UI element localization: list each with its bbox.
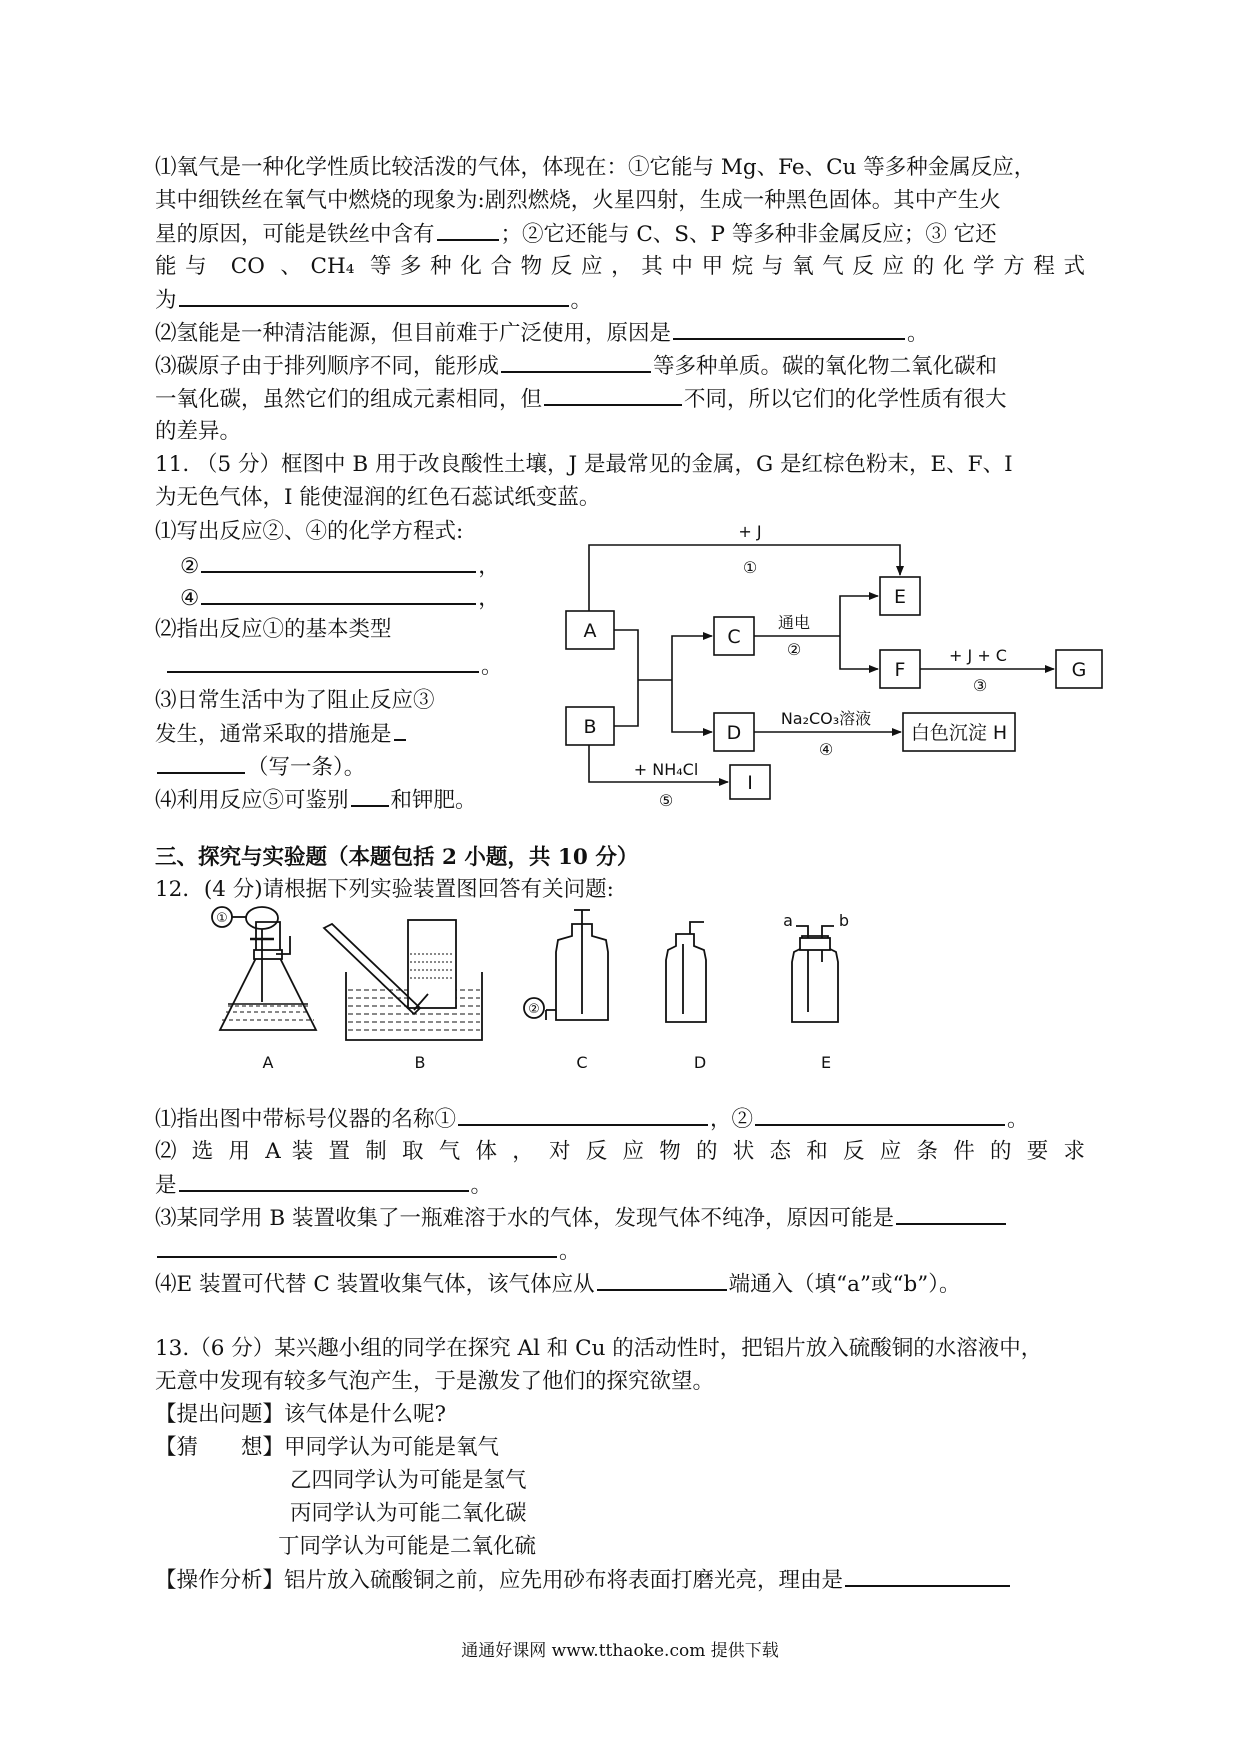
text: ， [478,586,500,611]
label-C: C [727,626,741,648]
label-tongdian: 通电 [777,613,811,632]
text: 不同，所以它们的化学性质有很大 [684,387,1007,412]
text: ⑷E 装置可代替 C 装置收集气体，该气体应从 [155,1272,595,1297]
label-fig-E: E [820,1053,832,1072]
answer-blank[interactable] [755,1104,1005,1126]
q11-s2: ⑵指出反应①的基本类型 [155,617,392,642]
label-A: A [583,620,597,642]
label-nh4cl: + NH₄Cl [633,760,699,779]
answer-blank[interactable] [458,1104,708,1126]
label-r3: ③ [972,676,988,695]
label-r4: ④ [818,740,834,759]
label-B: B [583,716,597,738]
text: 和钾肥。 [390,788,477,813]
label-tube-a: a [783,911,793,930]
page-footer: 通通好课网 www.tthaoke.com 提供下载 [461,1641,779,1661]
label-plus-j-c: + J + C [949,646,1007,665]
label-r1: ① [742,558,758,577]
label-E: E [893,586,907,608]
text: 。 [1007,1107,1029,1132]
label-fig-B: B [414,1053,426,1072]
answer-blank[interactable] [157,1236,557,1258]
label-fig-C: C [576,1053,588,1072]
label-na2co3: Na₂CO₃溶液 [780,709,872,728]
answer-blank[interactable] [597,1269,727,1291]
text: 。 [570,288,593,313]
q13-guess-2: 乙四同学认为可能是氢气 [290,1468,527,1493]
text: 。 [470,1173,493,1198]
q10-p3-line3: 的差异。 [155,419,242,444]
text: ⑶某同学用 B 装置收集了一瓶难溶于水的气体，发现气体不纯净，原因可能是 [155,1206,894,1231]
q12-s2-line2 [155,1170,492,1201]
apparatus-B [324,920,482,1040]
text: 为 [155,288,177,313]
q13-guess-3: 丙同学认为可能二氧化碳 [290,1501,527,1526]
text: 端通入（填“a”或“b”）。 [728,1272,961,1297]
label-n1: ① [216,911,228,926]
label-F: F [894,659,906,681]
text: ⑶碳原子由于排列顺序不同，能形成 [155,354,500,379]
label-G: G [1071,659,1087,681]
text: 。 [559,1239,581,1264]
text: 一氧化碳，虽然它们的组成元素相同，但 [155,387,543,412]
label-tube-b: b [838,911,850,930]
answer-blank[interactable] [896,1203,1006,1225]
answer-blank[interactable] [179,1170,469,1192]
label-n2: ② [528,1002,540,1017]
q13-operation [155,1565,1012,1596]
text: 【猜 想】 [155,1435,285,1460]
q13-line1: 13.（6 分）某兴趣小组的同学在探究 Al 和 Cu 的活动性时，把铝片放入硫酸铜的水溶液中， [155,1336,1043,1361]
q10-p1-line1: ⑴氧气是一种化学性质比较活泼的气体，体现在：①它能与 Mg、Fe、Cu 等多种金属反应， [155,155,1036,180]
q12-s1 [155,1104,1029,1135]
section-3-title: 三、探究与实验题（本题包括 2 小题，共 10 分） [155,845,639,870]
q13-guess [155,1433,499,1463]
q11-stem-line1: 11. （5 分）框图中 B 用于改良酸性土壤，J 是最常见的金属，G 是红棕色粉末，E、F、I [155,452,1013,477]
q10-p1-line4: 能与 CO 、CH₄ 等多种化合物反应，其中甲烷与氧气反应的化学方程式 [155,254,1085,279]
q11-s3-line1: ⑶日常生活中为了阻止反应③ [155,688,435,713]
q12-stem: 12．(4 分)请根据下列实验装置图回答有关问题: [155,877,614,902]
text: ④ [180,586,200,611]
text: ⑷利用反应⑤可鉴别 [155,788,349,813]
text: 。 [907,321,929,346]
text: 【操作分析】铝片放入硫酸铜之前，应先用砂布将表面打磨光亮，理由是 [155,1568,844,1593]
text: ② [180,554,200,579]
text: 等多种单质。碳的氧化物二氧化碳和 [653,354,998,379]
label-plus-j: + J [738,522,762,541]
q11-stem-line2: 为无色气体，I 能使湿润的红色石蕊试纸变蓝。 [155,485,601,510]
q10-p1-line2: 其中细铁丝在氧气中燃烧的现象为:剧烈燃烧，火星四射，生成一种黑色固体。其中产生火 [155,188,1001,213]
q11-s1: ⑴写出反应②、④的化学方程式: [155,519,464,544]
text: 是 [155,1173,177,1198]
text: 。 [481,654,503,679]
q13-ask: 【提出问题】该气体是什么呢? [155,1402,447,1427]
label-D: D [726,722,742,744]
label-I: I [747,772,753,794]
q12-s4 [155,1269,960,1300]
apparatus-E [792,926,838,1022]
label-fig-D: D [693,1053,707,1072]
text: 甲同学认为可能是氧气 [284,1435,500,1460]
text: 发生，通常采取的措施是 [155,722,392,747]
q12-s2-line1: ⑵ 选 用 A 装 置 制 取 气 体 ， 对 反 应 物 的 状 态 和 反 应 条 件 的 要 求 [155,1139,1085,1164]
q12-s3-line2 [155,1236,581,1267]
text: ；②它还能与 C、S、P 等多种非金属反应；③ 它还 [500,222,997,247]
text: ，② [710,1107,754,1132]
label-r2: ② [786,640,802,659]
label-H: 白色沉淀 H [910,722,1008,744]
q13-line2: 无意中发现有较多气泡产生，于是激发了他们的探究欲望。 [155,1369,715,1394]
text: （写一条）。 [247,755,366,780]
q12-s3-line1 [155,1203,1008,1234]
apparatus-D [666,922,706,1022]
label-fig-A: A [262,1053,274,1072]
answer-blank[interactable] [845,1565,1010,1587]
text: 星的原因，可能是铁丝中含有 [155,222,435,247]
text: ⑴指出图中带标号仪器的名称① [155,1107,457,1132]
label-r5: ⑤ [658,791,674,810]
text: ⑵氢能是一种清洁能源，但目前难于广泛使用，原因是 [155,321,672,346]
q13-guess-4: 丁同学认为可能是二氧化硫 [278,1534,537,1559]
text: ， [478,554,500,579]
